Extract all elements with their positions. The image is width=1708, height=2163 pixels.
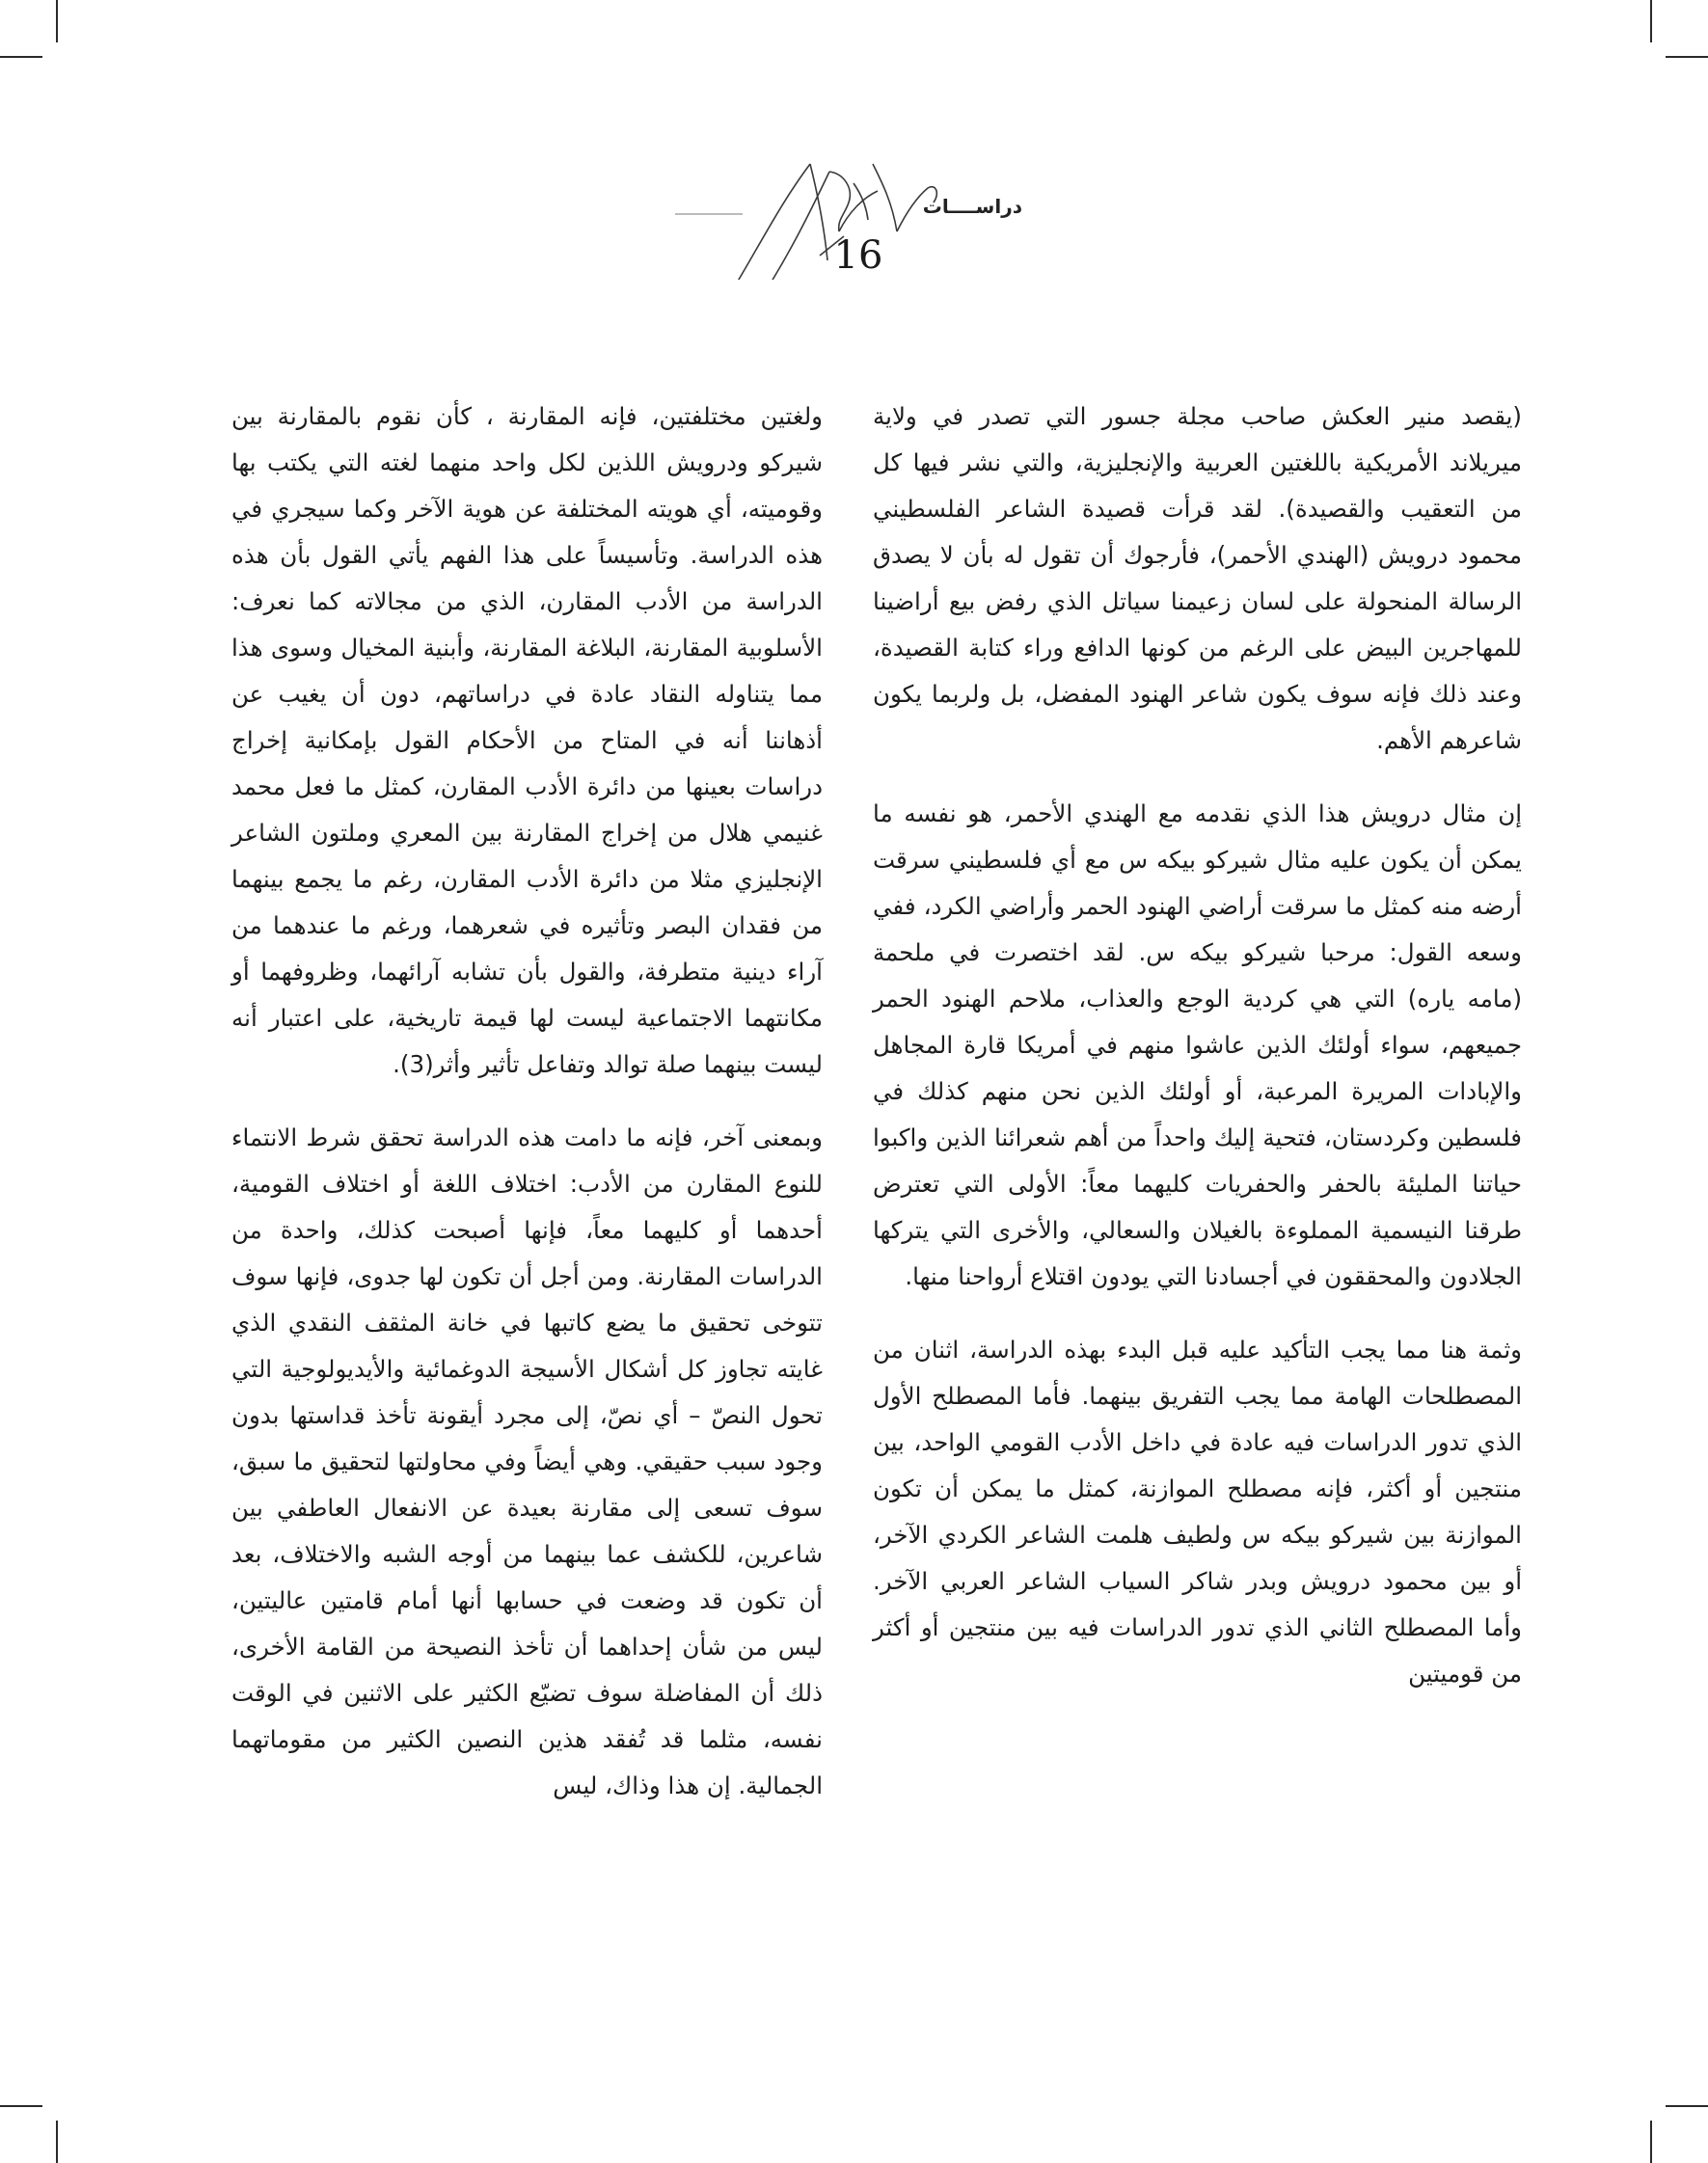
section-label: دراســــات (922, 195, 1022, 218)
paragraph: إن مثال درويش هذا الذي نقدمه مع الهندي الأحمر، هو نفسه ما يمكن أن يكون عليه مثال شيركو بيكه س مع أي فلسطيني سرقت أرضه منه كمثل ما سرقت أراضي الهنود الحمر وأراضي الكرد، ففي وسعه القول: مرحبا شيركو بيكه س. لقد اختصرت في ملحمة (مامه ياره) التي هي كردية الوجع والعذاب، ملاحم الهنود الحمر جميعهم، سواء أولئك الذين عاشوا منهم في أمريكا قارة المجاهل والإبادات المريرة المرعبة، أو أولئك الذين نحن منهم كذلك في فلسطين وكردستان، فتحية إليك واحداً من أهم شعرائنا الذين واكبوا حياتنا المليئة بالحفر والحفريات كليهما معاً: الأولى التي تعترض طرقنا النيسمية المملوءة بالغيلان والسعالي، والأخرى التي يتركها الجلادون والمحققون في أجسادنا التي يودون اقتلاع أرواحنا منها. (873, 799, 1522, 1290)
crop-mark (1650, 0, 1652, 42)
text-column-left (231, 393, 823, 1836)
paragraph: وثمة هنا مما يجب التأكيد عليه قبل البدء بهذه الدراسة، اثنان من المصطلحات الهامة مما يجب التفريق بينهما. فأما المصطلح الأول الذي تدور الدراسات فيه عادة في داخل الأدب القومي الواحد، بين منتجين أو أكثر، فإنه مصطلح الموازنة، كمثل ما يمكن أن تكون الموازنة بين شيركو بيكه س ولطيف هلمت الشاعر الكردي الآخر، أو بين محمود درويش وبدر شاكر السياب الشاعر العربي الآخر. وأما المصطلح الثاني الذي تدور الدراسات فيه بين منتجين أو أكثر من قوميتين (873, 1336, 1522, 1688)
crop-mark (1666, 2105, 1708, 2107)
crop-mark (0, 2105, 42, 2107)
page-number: 16 (833, 233, 883, 278)
text-column-right (873, 393, 1522, 1724)
paragraph: ولغتين مختلفتين، فإنه المقارنة ، كأن نقوم بالمقارنة بين شيركو ودرويش اللذين لكل واحد منهما لغته التي يكتب بها وقوميته، أي هويته المختلفة عن هوية الآخر وكما سيجري في هذه الدراسة. وتأسيساً على هذا الفهم يأتي القول بأن هذه الدراسة من الأدب المقارن، الذي من مجالاته كما نعرف: الأسلوبية المقارنة، البلاغة المقارنة، وأبنية المخيال وسوى هذا مما يتناوله النقاد عادة في دراساتهم، دون أن يغيب عن أذهاننا أنه في المتاح من الأحكام القول بإمكانية إخراج دراسات بعينها من دائرة الأدب المقارن، كمثل ما فعل محمد غنيمي هلال من إخراج المقارنة بين المعري وملتون الشاعر الإنجليزي مثلا من دائرة الأدب المقارن، رغم ما يجمع بينهما من فقدان البصر وتأثيره في شعرهما، ورغم ما عندهما من آراء دينية متطرفة، والقول بأن تشابه آرائهما، وظروفهما أو مكانتهما الاجتماعية ليست لها قيمة تاريخية، على اعتبار أنه ليست بينهما صلة توالد وتفاعل تأثير وأثر(3). (231, 402, 823, 1078)
crop-mark (1666, 56, 1708, 58)
crop-mark (0, 56, 42, 58)
running-header (675, 145, 1042, 280)
paragraph: وبمعنى آخر، فإنه ما دامت هذه الدراسة تحقق شرط الانتماء للنوع المقارن من الأدب: اختلاف اللغة أو اختلاف القومية، أحدهما أو كليهما معاً، فإنها أصبحت كذلك، واحدة من الدراسات المقارنة. ومن أجل أن تكون لها جدوى، فإنها سوف تتوخى تحقيق ما يضع كاتبها في خانة المثقف النقدي الذي غايته تجاوز كل أشكال الأسيجة الدوغمائية والأيديولوجية التي تحول النصّ – أي نصّ، إلى مجرد أيقونة تأخذ قداستها بدون وجود سبب حقيقي. وهي أيضاً وفي محاولتها لتحقيق ما سبق، سوف تسعى إلى مقارنة بعيدة عن الانفعال العاطفي بين شاعرين، للكشف عما بينهما من أوجه الشبه والاختلاف، بعد أن تكون قد وضعت في حسابها أنها أمام قامتين عاليتين، ليس من شأن إحداهما أن تأخذ النصيحة من القامة الأخرى، ذلك أن المفاضلة سوف تضيّع الكثير على الاثنين في الوقت نفسه، مثلما قد تُفقد هذين النصين الكثير من مقوماتهما الجمالية. إن هذا وذاك، ليس (231, 1123, 823, 1799)
crop-mark (56, 2121, 58, 2163)
paragraph: (يقصد منير العكش صاحب مجلة جسور التي تصدر في ولاية ميريلاند الأمريكية باللغتين العربية والإنجليزية، والتي نشر فيها كل من التعقيب والقصيدة). لقد قرأت قصيدة الشاعر الفلسطيني محمود درويش (الهندي الأحمر)، فأرجوك أن تقول له بأن لا يصدق الرسالة المنحولة على لسان زعيمنا سياتل الذي رفض بيع أراضينا للمهاجرين البيض على الرغم من كونها الدافع وراء كتابة القصيدة، وعند ذلك فإنه سوف يكون شاعر الهنود المفضل، بل ولربما يكون شاعرهم الأهم. (873, 402, 1522, 754)
crop-mark (1650, 2121, 1652, 2163)
crop-mark (56, 0, 58, 42)
